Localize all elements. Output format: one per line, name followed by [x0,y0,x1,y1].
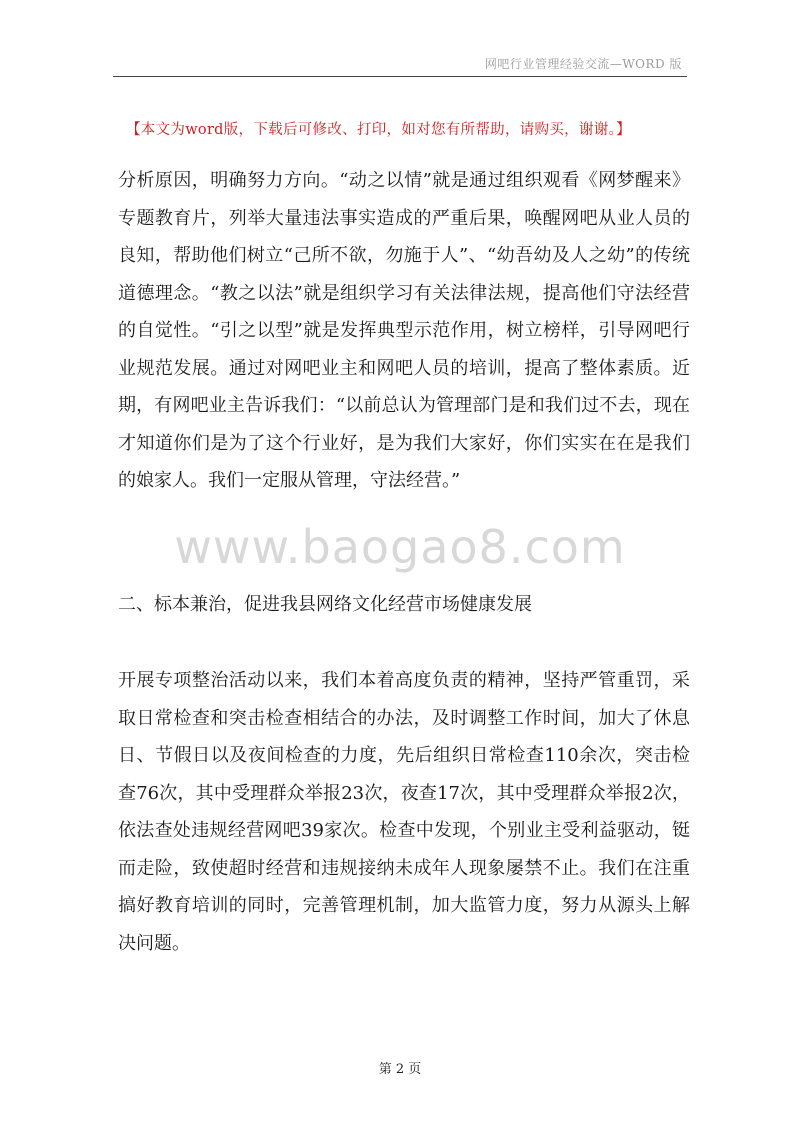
body-paragraph-1: 分析原因，明确努力方向。“动之以情”就是通过组织观看《网梦醒来》专题教育片，列举大量违法事实造成的严重后果，唤醒网吧从业人员的良知，帮助他们树立“己所不欲，勿施于人”、“幼吾幼及人之幼”的传统道德理念。“教之以法”就是组织学习有关法律法规，提高他们守法经营的自觉性。“引之以型”就是发挥典型示范作用，树立榜样，引导网吧行业规范发展。通过对网吧业主和网吧人员的培训，提高了整体素质。近期，有网吧业主告诉我们：“以前总认为管理部门是和我们过不去，现在才知道你们是为了这个行业好，是为我们大家好，你们实实在在是我们的娘家人。我们一定服从管理，守法经营。” [118,170,690,491]
document-header-title: 网吧行业管理经验交流—WORD 版 [484,57,682,71]
watermark: www.baogao8.com [174,520,626,574]
header-divider [113,76,687,77]
section-heading: 二、标本兼治，促进我县网络文化经营市场健康发展 [118,594,532,615]
body-paragraph-2: 开展专项整治活动以来，我们本着高度负责的精神，坚持严管重罚，采取日常检查和突击检查相结合的办法，及时调整工作时间，加大了休息日、节假日以及夜间检查的力度，先后组织日常检查110余次，突击检查76次，其中受理群众举报23次，夜查17次，其中受理群众举报2次，依法查处违规经营网吧39家次。检查中发现，个别业主受利益驱动，铤而走险，致使超时经营和违规接纳未成年人现象屡禁不止。我们在注重搞好教育培训的同时，完善管理机制，加大监管力度，努力从源头上解决问题。 [118,670,690,954]
page-number: 第 2 页 [378,1062,422,1077]
download-notice: 【本文为word版，下载后可修改、打印，如对您有所帮助，请购买，谢谢。】 [126,122,631,138]
